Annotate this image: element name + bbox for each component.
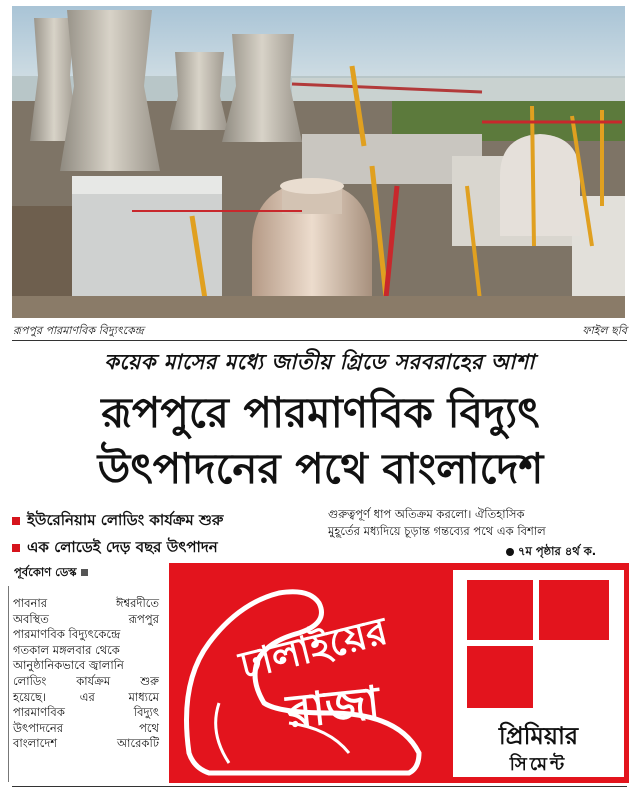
body-word: শুরু [140,673,159,688]
body-word: পাবনার [13,596,48,610]
body-word: পারমাণবিক বিদ্যুৎকেন্দ্রে [13,627,121,642]
body-word: রূপপুর [128,611,159,626]
body-line: মুহূর্তের মধ্যদিয়ে চূড়ান্ত গন্তব্যের পথে এক বিশাল [328,524,546,538]
body-word: পথে [139,720,159,735]
body-word: আনুষ্ঠানিকভাবে জ্বালানি [13,658,124,673]
body-line [13,674,159,690]
bullet-dot-icon [506,548,514,556]
byline-text: পূর্বকোণ ডেস্ক [14,565,77,579]
article-body-continued [328,506,630,540]
red-square-icon [12,517,20,525]
body-word: গতকাল মঙ্গলবার থেকে [13,642,120,657]
body-word: লোডিং [13,673,47,688]
continued-reference[interactable] [506,543,596,562]
body-line [13,721,159,737]
divider [12,340,627,341]
body-line [13,736,159,752]
bullet-text: ইউরেনিয়াম লোডিং কার্যক্রম শুরু [27,511,224,529]
photo-credit: ফাইল ছবি [582,324,627,337]
body-word: ঈশ্বরদীতে [116,596,159,610]
power-plant-illustration [12,6,625,318]
byline [14,564,88,583]
jump-text: ৭ম পৃষ্ঠার ৪র্থ ক. [518,544,597,558]
brand-name: সিমেন্ট [509,754,568,775]
logo-square [467,646,533,708]
subheadline: কয়েক মাসের মধ্যে জাতীয় গ্রিডে সরবরাহের আশা [104,350,535,374]
body-word: এর [79,689,95,704]
news-photo [12,6,625,318]
body-word: বিদ্যুৎ [133,705,159,720]
ad-slogan: ঢালাইয়ের [234,607,392,688]
headline-line-2: উৎপাদনের পথে বাংলাদেশ [97,444,544,493]
cement-advertisement[interactable] [169,563,629,783]
body-word: অবস্থিত [13,611,49,626]
highlight-bullet [12,509,223,534]
body-line [13,627,159,643]
body-line [13,612,159,628]
body-line [13,596,159,612]
divider [12,786,627,787]
body-line [13,705,159,721]
body-line [13,643,159,659]
body-word: মাধ্যমে [128,689,159,704]
body-line [13,658,159,674]
body-word: হয়েছে। [13,689,47,704]
logo-square [467,580,533,640]
brand-name: প্রিমিয়ার [498,722,579,750]
red-square-icon [12,544,20,552]
photo-caption: রূপপুর পারমাণবিক বিদ্যুৎকেন্দ্র [13,324,144,337]
ad-slogan: রাজা [284,675,383,739]
body-line [13,690,159,706]
headline-line-1: রূপপুরে পারমাণবিক বিদ্যুৎ [101,388,540,437]
logo-square [539,580,609,640]
body-word: কার্যক্রম [76,673,111,688]
article-body [8,586,159,782]
square-icon [81,569,88,576]
body-word: আরেকটি [117,736,159,751]
body-word: উৎপাদনের [13,720,64,735]
highlight-bullet [12,536,218,561]
bullet-text: এক লোডেই দেড় বছর উৎপাদন [27,538,218,556]
logo-square-empty [539,646,613,712]
body-word: বাংলাদেশ [13,736,58,751]
brand-card [453,570,624,777]
body-word: পারমাণবিক [13,705,65,720]
body-line: গুরুত্বপূর্ণ ধাপ অতিক্রম করলো। ঐতিহাসিক [328,507,525,521]
